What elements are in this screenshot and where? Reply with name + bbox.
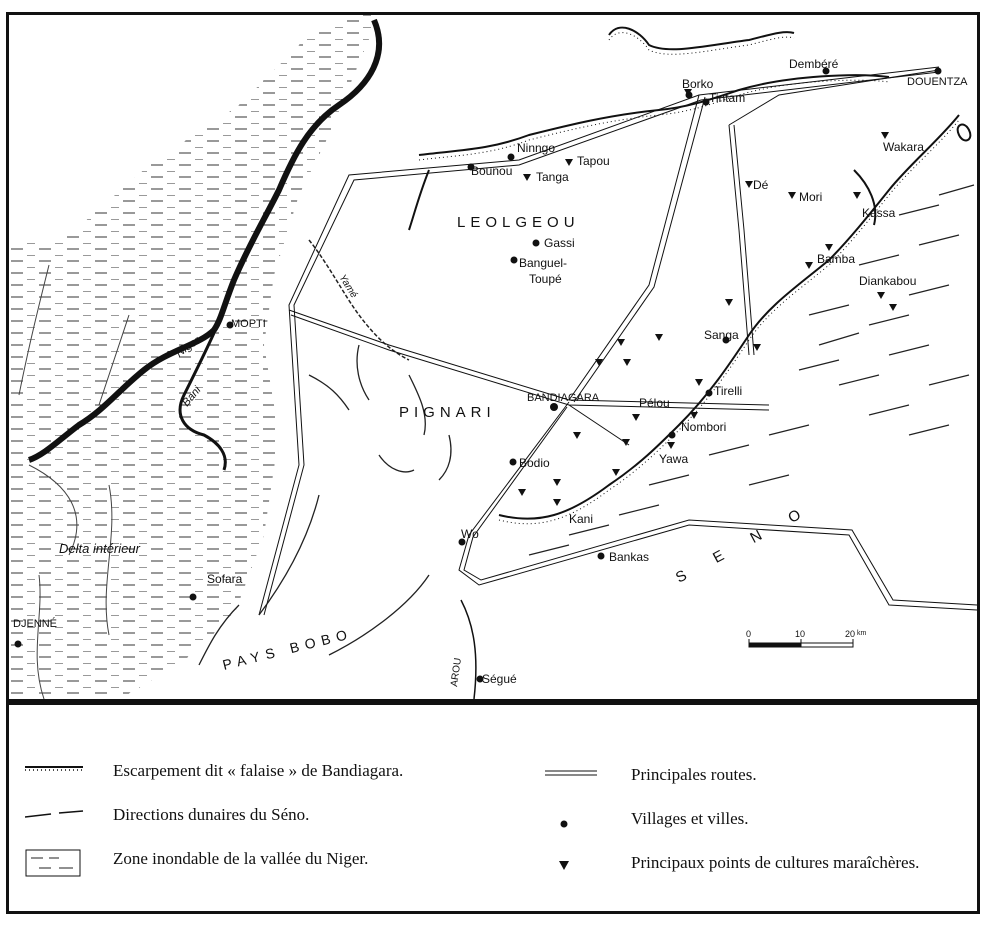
place-banguel: Banguel-: [519, 256, 568, 270]
scale-unit: km: [857, 630, 867, 637]
river-bani-label: Bani: [180, 384, 204, 409]
region-delta: Delta intérieur: [59, 541, 140, 556]
place-pelou: Pélou: [639, 396, 670, 410]
place-mori: Mori: [799, 190, 823, 204]
place-diankabou: Diankabou: [859, 274, 917, 288]
place-de: Dé: [753, 178, 769, 192]
river-niger-label: Niger: [173, 334, 203, 360]
place-toupe: Toupé: [529, 272, 562, 286]
legend-villages-symbol: [559, 819, 569, 829]
roads: [259, 67, 977, 615]
legend: [6, 702, 980, 914]
scale-tick-10: 10: [795, 629, 806, 639]
legend-dunes-symbol: [25, 809, 85, 821]
legend-gardens-symbol: [558, 859, 570, 871]
place-bodio: Bodio: [519, 456, 550, 470]
scale-tick-20: 20: [845, 629, 856, 639]
legend-gardens-label: Principaux points de cultures maraîchères.: [631, 853, 920, 872]
place-douentza: DOUENTZA: [907, 76, 968, 88]
place-tintam: Tintam: [709, 91, 746, 105]
place-wakara: Wakara: [883, 140, 924, 154]
place-bankas: Bankas: [609, 550, 650, 564]
place-kani: Kani: [569, 512, 594, 526]
place-bamba: Bamba: [817, 252, 856, 266]
region-leolgeou: LEOLGEOU: [457, 214, 580, 231]
scale-bar: [746, 629, 867, 647]
river-arou-label: AROU: [449, 657, 464, 688]
place-mopti: MOPTI: [231, 318, 266, 330]
place-borko: Borko: [682, 77, 714, 91]
place-nombori: Nombori: [681, 420, 727, 434]
yame-river: [309, 240, 409, 360]
place-sofara: Sofara: [207, 572, 243, 586]
place-sanga: Sanga: [704, 328, 739, 342]
region-pignari: PIGNARI: [399, 404, 496, 421]
place-segue: Ségué: [482, 672, 517, 686]
place-kassa: Kassa: [862, 206, 896, 220]
legend-escarpment-label: Escarpement dit « falaise » de Bandiagara.: [113, 761, 404, 780]
map-frame: [6, 12, 980, 702]
place-bandiagara: BANDIAGARA: [527, 392, 600, 404]
legend-floodzone-label: Zone inondable de la vallée du Niger.: [113, 849, 369, 868]
place-wo: Wo: [461, 527, 479, 541]
place-gassi: Gassi: [544, 236, 575, 250]
place-tapou: Tapou: [577, 154, 610, 168]
legend-villages-label: Villages et villes.: [631, 809, 749, 828]
region-pays-bobo: PAYS BOBO: [220, 625, 355, 673]
map-canvas: [9, 15, 977, 699]
place-ninngo: Ninngo: [517, 141, 556, 155]
legend-escarpment-symbol: [25, 763, 85, 773]
arou-river: [461, 600, 476, 699]
river-yame-label: Yamé: [336, 272, 360, 301]
place-tirelli: Tirelli: [714, 384, 743, 398]
scale-tick-0: 0: [746, 629, 752, 639]
place-dembere: Dembéré: [789, 57, 839, 71]
legend-roads-symbol: [545, 769, 599, 777]
garden-points: [518, 89, 897, 506]
place-djenne: DJENNÉ: [13, 618, 58, 630]
region-seno: S E N O: [672, 499, 816, 587]
place-bounou: Bounou: [471, 164, 513, 178]
place-tanga: Tanga: [536, 170, 569, 184]
legend-roads-label: Principales routes.: [631, 765, 757, 784]
legend-dunes-label: Directions dunaires du Séno.: [113, 805, 310, 824]
place-yawa: Yawa: [659, 452, 689, 466]
legend-floodzone-symbol: [25, 849, 81, 877]
